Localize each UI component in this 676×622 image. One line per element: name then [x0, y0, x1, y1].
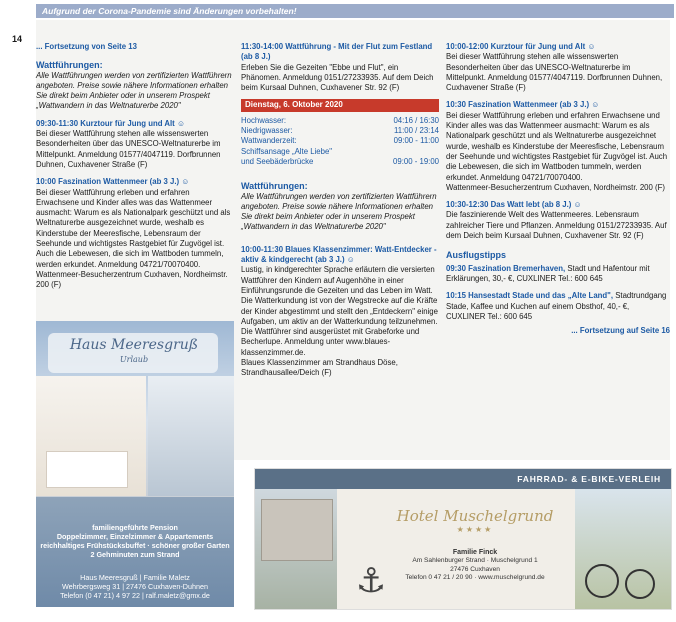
- continuation-link[interactable]: ... Fortsetzung auf Seite 16: [571, 326, 670, 336]
- hotel-logo: Hotel Muschelgrund: [396, 507, 554, 525]
- photo-kitchen: [148, 376, 234, 496]
- event-title: 10:00 Faszination Wattenmeer (ab 3 J.) ☺: [36, 177, 190, 187]
- tip-item: 10:15 Hansestadt Stade und das „Alte Land", Stadtrundgang Stade, Kaffee und Kuchen auf einem Obsthof, 40,- €, CUXLINER Tel.: 600 645: [446, 291, 667, 321]
- event-title: 10:30 Faszination Wattenmeer (ab 3 J.) ☺: [446, 100, 600, 110]
- anchor-icon: ⚓: [355, 562, 387, 600]
- pension-logo-sub: Urlaub: [119, 355, 149, 364]
- event-body: Lustig, in kindgerechter Sprache erläutern die versierten Wattführer den Kindern auf Augenhöhe in einer Einführungsrunde die Gezeiten und das Leben im Watt. Die Watterkundung ist von der Wegstrecke auf die Kräfte der Kinder abgestimmt und stellt den „Entdeckern" einige Aufgaben, um aktiv an der Watterkundung teilzunehmen. Die Wattführer sind ausgerüstet mit Grabeforke und Becherlupe. Anmeldung unter www.blaues-klassenzimmer.de.: [241, 265, 438, 357]
- section-heading: Wattführungen:: [36, 60, 103, 71]
- event-body: Bei dieser Wattführung stehen alle wissenswerten Besonderheiten über das UNESCO-Weltnaturerbe im Mittelpunkt. Anmeldung 01577/4047119. Dorfbrunnen Duhnen, Cuxhavener Straße (F): [36, 129, 221, 169]
- tide-row: Hochwasser: 04:16 / 16:30: [241, 115, 439, 125]
- hotel-contact: Familie Finck Am Sahlenburger Strand · Muschelgrund 1 27476 Cuxhaven Telefon 0 47 21 / 20 90 · www.muschelgrund.de: [405, 549, 545, 582]
- event-place: Wattenmeer-Besucherzentrum Cuxhaven, Nordheimstr. 200 (F): [36, 269, 228, 290]
- section-heading: Wattführungen:: [241, 181, 308, 192]
- event-title: 10:30-12:30 Das Watt lebt (ab 8 J.) ☺: [446, 200, 582, 210]
- section-intro: Alle Wattführungen werden von zertifizierten Wattführern angeboten. Preise sowie nähere Informationen erhalten Sie direkt beim Anbieter oder in unserem Prospekt „Wattwandern in das Weltnaturerbe 2020": [241, 191, 437, 232]
- event-body: Die faszinierende Welt des Wattenmeeres. Lebensraum zahlreicher Tiere und Pflanzen. Anmeldung 0151/27233935. Auf dem Deich beim Kursaal Duhnen, Cuxhavener Str. 92 (F): [446, 210, 667, 241]
- corona-banner: Aufgrund der Corona-Pandemie sind Änderungen vorbehalten!: [36, 4, 674, 18]
- ad-band-text: FAHRRAD- & E-BIKE-VERLEIH: [517, 474, 661, 484]
- event-body: Erleben Sie die Gezeiten "Ebbe und Flut", ein Phänomen. Anmeldung 0151/27233935. Auf dem Deich beim Kursaal Duhnen, Cuxhavener Str. 92 (F): [241, 62, 434, 93]
- column-right: [446, 42, 670, 336]
- page-number: 14: [12, 34, 23, 44]
- tip-item: 09:30 Faszination Bremerhaven, Stadt und Hafentour mit Erklärungen, 30,- €, CUXLINER Tel.: 600 645: [446, 263, 650, 283]
- column-middle: [241, 42, 439, 379]
- pension-contact: Haus Meeresgruß | Familie Maletz Wehrbergsweg 31 | 27476 Cuxhaven-Duhnen Telefon (0 47 21) 4 97 22 | ralf.maletz@gmx.de: [60, 573, 210, 600]
- event-body: Bei dieser Wattführung erleben und erfahren Erwachsene und Kinder alles was das Wattenmeer ausmacht: Warum es als Nationalpark geschützt und als Weltnaturerbe ausgezeichnet wurde, weshalb es Kinderstube der Meeresfische, Lebensraum der Seehunde und wichtigstes Rastgebiet für Zugvögel ist. Auch die Lebewesen, die sich im Wattboden tummeln, werden erkundet. Anmeldung 04721/70070400.: [446, 110, 668, 182]
- section-heading: Ausflugstipps: [446, 250, 506, 261]
- column-left: [36, 42, 232, 291]
- section-intro: Alle Wattführungen werden von zertifizierten Wattführern angeboten. Preise sowie nähere Informationen erhalten Sie direkt beim Anbieter oder in unserem Prospekt „Wattwandern in das Weltnaturerbe 2020": [36, 70, 232, 111]
- tide-table: [241, 116, 439, 167]
- tide-row: Wattwanderzeit: 09:00 - 11:00: [241, 136, 439, 146]
- photo-hotel-facade: [261, 499, 333, 561]
- event-place: Blaues Klassenzimmer am Strandhaus Döse, Strandhausallee/Deich (F): [241, 358, 398, 378]
- event-title: 11:30-14:00 Wattführung - Mit der Flut zum Festland (ab 8 J.): [241, 42, 433, 62]
- event-title: 10:00-11:30 Blaues Klassenzimmer: Watt-Entdecker - aktiv & kindgerecht (ab 3 J.) ☺: [241, 244, 437, 265]
- tide-row: Schiffsansage „Alte Liebe": [241, 146, 333, 156]
- pension-features: familiengeführte Pension Doppelzimmer, Einzelzimmer & Appartements reichhaltiges Frühstücksbuffet · schöner großer Garten 2 Gehminuten zum Strand: [40, 523, 230, 559]
- photo-bed: [46, 451, 128, 488]
- event-title: 09:30-11:30 Kurztour für Jung und Alt ☺: [36, 118, 185, 128]
- continuation-from[interactable]: ... Fortsetzung von Seite 13: [36, 42, 137, 51]
- ad-hotel[interactable]: [254, 468, 672, 610]
- bike-wheel-icon: [585, 564, 619, 598]
- event-place: Wattenmeer-Besucherzentrum Cuxhaven, Nordheimstr. 200 (F): [446, 182, 665, 192]
- event-title: 10:00-12:00 Kurztour für Jung und Alt ☺: [446, 42, 596, 51]
- event-body: Bei dieser Wattführung stehen alle wissenswerten Besonderheiten über das UNESCO-Weltnaturerbe im Mittelpunkt. Anmeldung 01577/4047119. Dorfbrunnen Duhnen, Cuxhavener Straße (F): [446, 52, 663, 93]
- ad-pension[interactable]: [36, 321, 234, 607]
- bike-wheel-icon: [625, 569, 655, 599]
- pension-logo-text: Haus Meeresgruß: [69, 337, 199, 353]
- date-heading: Dienstag, 6. Oktober 2020: [241, 99, 439, 111]
- hotel-stars: ★★★★: [456, 525, 494, 534]
- tide-row: und Seebäderbrücke 09:00 - 19:00: [241, 156, 439, 166]
- tide-row: Niedrigwasser: 11:00 / 23:14: [241, 126, 439, 136]
- event-body: Bei dieser Wattführung erleben und erfahren Erwachsene und Kinder alles was das Wattenmeer ausmacht: Warum es als Nationalpark geschützt und als Weltnaturerbe ausgezeichnet wurde, weshalb es Kinderstube der Meeresfische, Lebensraum der Seehunde und wichtigstes Rastgebiet für Zugvögel ist. Auch die Lebewesen, die sich im Wattboden tummeln, werden erkundet. Anmeldung 04721/70070400.: [36, 187, 231, 269]
